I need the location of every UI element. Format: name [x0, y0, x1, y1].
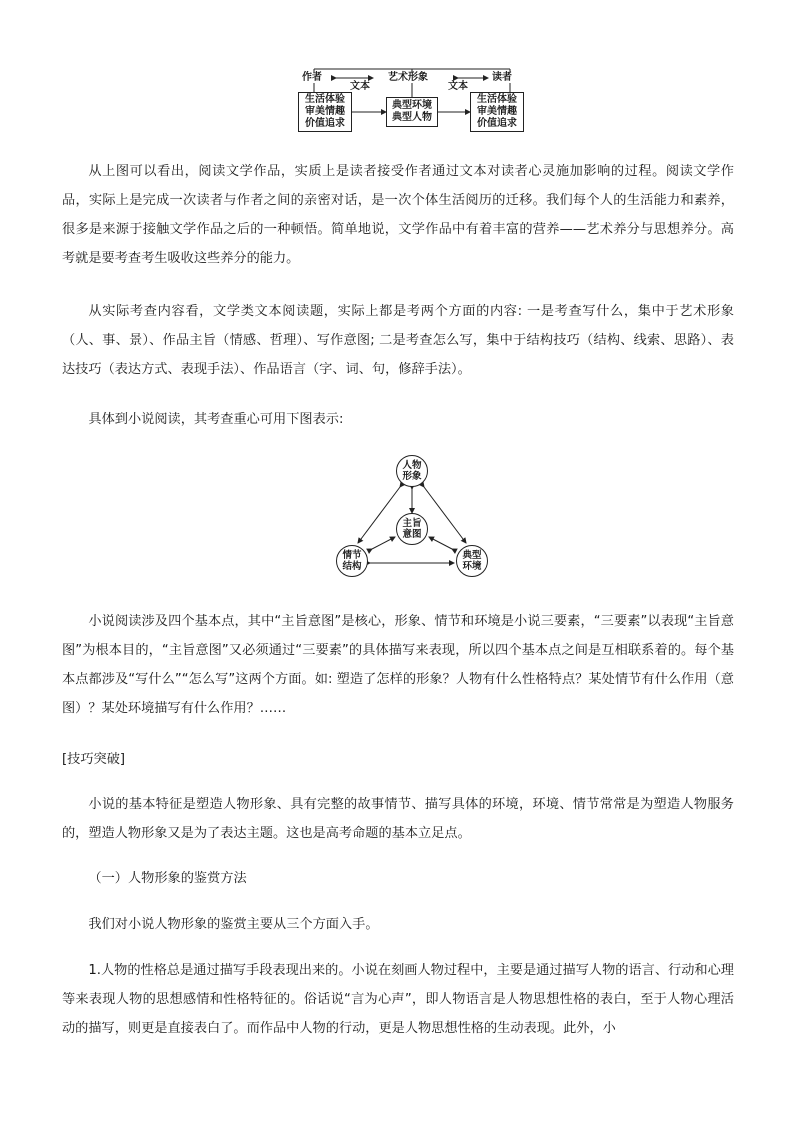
reader-trait: 审美情趣 [477, 106, 517, 117]
node-text: 结构 [342, 561, 362, 572]
author-traits-box [298, 92, 352, 132]
author-label: 作者 [302, 72, 322, 83]
typical-environment-node [456, 545, 488, 577]
paragraph-four-points: 小说阅读涉及四个基本点，其中“主旨意图”是核心，形象、情节和环境是小说三要素，“三要素”以表现“主旨意图”为根本目的，“主旨意图”又必须通过“三要素”的具体描写来表现，所以四个基本点之间是互相联系着的。每个基本点都涉及“写什么”“怎么写”这两个方面。如: 塑造了怎样的形象？人物有什么性格特点？某处情节有什么作用（意图）？某处环境描写有什么作用？…… [62, 614, 734, 716]
node-text: 典型 [462, 550, 482, 561]
node-text: 意图 [402, 529, 422, 540]
section-heading-skills: [技巧突破] [62, 752, 126, 767]
paragraph-exam-content: 从实际考查内容看，文学类文本阅读题，实际上都是考两个方面的内容: 一是考查写什么，集中于艺术形象（人、事、景）、作品主旨（情感、哲理）、写作意图; 二是考查怎么写，集中于结构技巧（结构、线索、思路）、表达技巧（表达方式、表现手法）、作品语言（字、词、句，修辞手法）。 [62, 304, 734, 377]
node-text: 形象 [402, 471, 422, 482]
paragraph-novel-features: 小说的基本特征是塑造人物形象、具有完整的故事情节、描写具体的环境，环境、情节常常是为塑造人物服务的，塑造人物形象又是为了表达主题。这也是高考命题的基本立足点。 [62, 797, 734, 841]
theme-intent-node [396, 513, 428, 545]
paragraph-three-aspects: 我们对小说人物形象的鉴赏主要从三个方面入手。 [88, 917, 379, 932]
paragraph-reading-process: 从上图可以看出，阅读文学作品，实质上是读者接受作者通过文本对读者心灵施加影响的过程。阅读文学作品，实际上是完成一次读者与作者之间的亲密对话，是一次个体生活阅历的迁移。我们每个人的生活能力和素养，很多是来源于接触文学作品之后的一种顿悟。简单地说，文学作品中有着丰富的营养——艺术养分与思想养分。高考就是要考查考生吸收这些养分的能力。 [62, 164, 734, 266]
author-trait: 审美情趣 [305, 106, 345, 117]
node-text: 情节 [342, 550, 362, 561]
art-image-item: 典型环境 [392, 100, 432, 111]
art-image-item: 典型人物 [392, 112, 432, 123]
reader-traits-box [470, 92, 524, 132]
node-text: 人物 [402, 460, 422, 471]
reader-trait: 生活体验 [477, 94, 517, 105]
art-image-box [386, 97, 438, 127]
author-trait: 生活体验 [305, 94, 345, 105]
reading-process-diagram [296, 66, 528, 134]
character-image-node [396, 455, 428, 487]
node-text: 主旨 [402, 518, 422, 529]
author-trait: 价值追求 [305, 118, 345, 129]
paragraph-diagram-intro: 具体到小说阅读，其考查重心可用下图表示: [88, 412, 344, 427]
node-text: 环境 [462, 561, 482, 572]
plot-structure-node [336, 545, 368, 577]
text-label-left: 文本 [350, 81, 370, 92]
novel-elements-diagram [332, 451, 492, 581]
reader-trait: 价值追求 [477, 118, 517, 129]
subheading-character-appreciation: （一）人物形象的鉴赏方法 [88, 871, 247, 886]
text-label-right: 文本 [448, 81, 468, 92]
art-image-label: 艺术形象 [388, 72, 428, 83]
paragraph-character-portrayal: 1.人物的性格总是通过描写手段表现出来的。小说在刻画人物过程中，主要是通过描写人物的语言、行动和心理等来表现人物的思想感情和性格特征的。俗话说“言为心声”，即人物语言是人物思想性格的表白，至于人物心理活动的描写，则更是直接表白了。而作品中人物的行动，更是人物思想性格的生动表现。此外，小 [62, 963, 734, 1036]
reader-label: 读者 [492, 72, 512, 83]
